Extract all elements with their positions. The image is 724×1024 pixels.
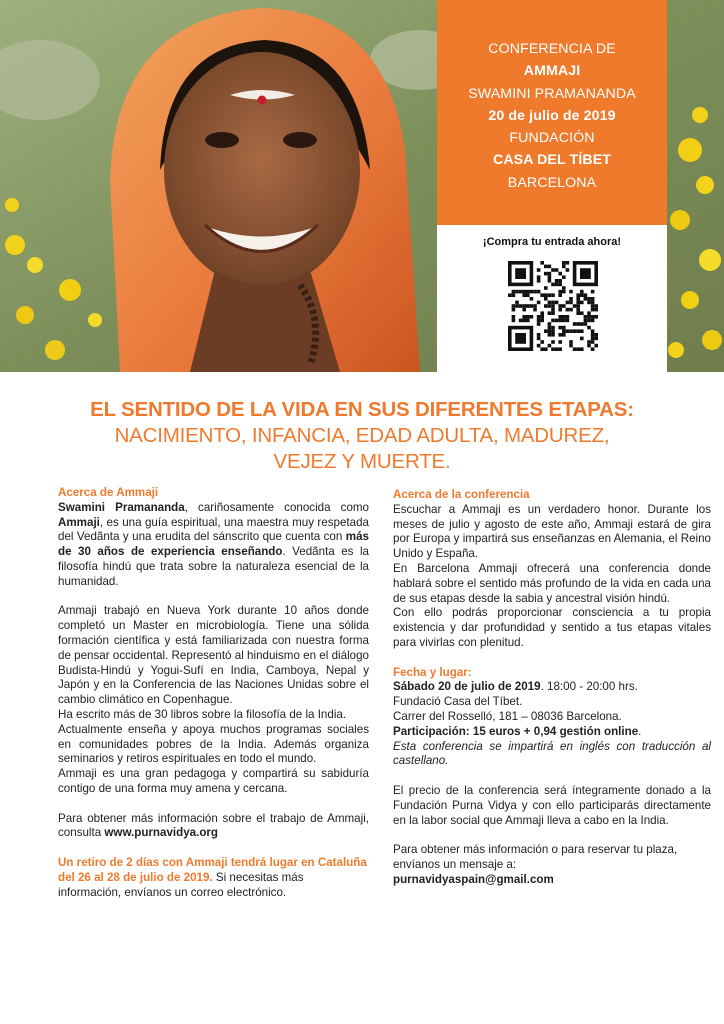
name-bold: Swamini Pramananda (58, 500, 185, 514)
language-note (393, 740, 711, 770)
conference-intro: Escuchar a Ammaji es un verdadero honor. Durante los meses de julio y agosto de este año, Ammaji estará de gira por Europa y impartirá sus enseñanzas en Alemania, el Reino Unido y España. (393, 502, 711, 561)
venue-name: Fundació Casa del Tíbet. (393, 695, 523, 709)
donation-note: El precio de la conferencia será íntegramente donado a la Fundación Purna Vidya y con ello participarás directamente en la labor social que Ammaji lleva a cabo en la India. (393, 783, 711, 827)
date-bold: Sábado 20 de julio de 2019 (393, 680, 541, 694)
about-ammaji-career: Ammaji trabajó en Nueva York durante 10 años donde completó un Master en microbiología. Tiene una sólida formación científica y está familiarizada con nuestra forma de pensar occidental. Representó al hinduismo en el diálogo Budista-Hindú y Yogui-Sufí en India, Camboya, Nepal y Japón y en la Conferencia de las Naciones Unidas sobre el cambio climático en Copenhague. (58, 604, 369, 707)
retreat-note (58, 856, 369, 900)
banner-line-date: 20 de julio de 2019 (488, 107, 616, 124)
banner-line-venue: CASA DEL TÍBET (492, 152, 612, 169)
about-conference-heading: Acerca de la conferencia (393, 488, 530, 501)
language-italic: Esta conferencia se impartirá en inglés con traducción al castellano. (393, 739, 711, 768)
headline-subtitle-1: NACIMIENTO, INFANCIA, EDAD ADULTA, MADUREZ, (114, 424, 610, 447)
conference-barcelona: En Barcelona Ammaji ofrecerá una conferencia donde hablará sobre el sentido más profundo de la vida en cada una de sus etapas desde la sabia y ancestral visión hindú. (393, 561, 711, 605)
intro-text-c: . Vedãnta es la filosofía hindú que trata sobre la naturaleza esencial de la humanidad. (58, 545, 369, 588)
experience-bold: más de 30 años de experiencia enseñando (58, 530, 369, 559)
about-ammaji-column (58, 486, 369, 900)
more-info-prefix: Para obtener más información sobre el trabajo de Ammaji, consulta (58, 811, 369, 840)
price-bold: Participación: 15 euros + 0,94 gestión online (393, 724, 639, 738)
time-range: . 18:00 - 20:00 hrs. (540, 680, 638, 694)
about-ammaji-heading: Acerca de Ammaji (58, 486, 159, 499)
intro-text-b: , es una guía espiritual, una maestra muy respetada del Vedãnta y una erudita del sánscrito que cuenta con (58, 515, 369, 544)
website-link[interactable]: www.purnavidya.org (104, 826, 218, 840)
banner-line-name: AMMAJI (523, 63, 581, 80)
banner-line-fullname: SWAMINI PRAMANANDA (468, 85, 636, 102)
email-link[interactable]: purnavidyaspain@gmail.com (393, 872, 554, 886)
date-place-heading: Fecha y lugar: (393, 665, 472, 679)
price-line (393, 725, 711, 740)
banner-line-city: BARCELONA (507, 174, 597, 191)
ammaji-bold: Ammaji (58, 515, 100, 529)
retreat-highlight: Un retiro de 2 días con Ammaji tendrá lugar en Cataluña del 26 al 28 de julio de 2019. (58, 855, 367, 884)
price-dot: . (638, 724, 642, 738)
buy-ticket-label: ¡Compra tu entrada ahora! (482, 236, 622, 248)
about-ammaji-social: Actualmente enseña y apoya muchos programas sociales en comunidades pobres de la India. Además organiza seminarios y retiros espirituales en todo el mundo. (58, 722, 369, 766)
contact-email[interactable] (393, 873, 711, 888)
about-ammaji-pedagogy: Ammaji es una gran pedagoga y compartirá su sabiduría contigo de una forma muy amena y cercana. (58, 767, 369, 795)
contact-text: Para obtener más información o para reservar tu plaza, envíanos un mensaje a: (393, 843, 678, 871)
retreat-rest: Si necesitas más información, envíanos un correo electrónico. (58, 870, 304, 899)
event-banner (437, 0, 667, 225)
banner-line-foundation: FUNDACIÓN (509, 130, 595, 147)
venue-address: Carrer del Rosselló, 181 – 08036 Barcelona. (393, 709, 622, 723)
qr-code-icon[interactable] (508, 261, 598, 351)
about-ammaji-books: Ha escrito más de 30 libros sobre la filosofía de la India. (58, 707, 347, 721)
headline (0, 397, 724, 475)
about-ammaji-intro (58, 501, 369, 590)
headline-subtitle-2: VEJEZ Y MUERTE. (273, 450, 451, 473)
banner-line-conference: CONFERENCIA DE (488, 41, 616, 57)
ticket-cta-box (437, 225, 667, 372)
about-conference-column (393, 488, 711, 888)
conference-purpose: Con ello podrás proporcionar consciencia a tu propia existencia y dar profundidad y sentido a tus etapas vitales para vivirlas con plenitud. (393, 606, 711, 649)
intro-text-a: , cariñosamente conocida como (184, 500, 369, 514)
headline-title: EL SENTIDO DE LA VIDA EN SUS DIFERENTES ETAPAS: (90, 398, 634, 421)
event-date (393, 680, 711, 695)
more-info-text (58, 812, 369, 842)
